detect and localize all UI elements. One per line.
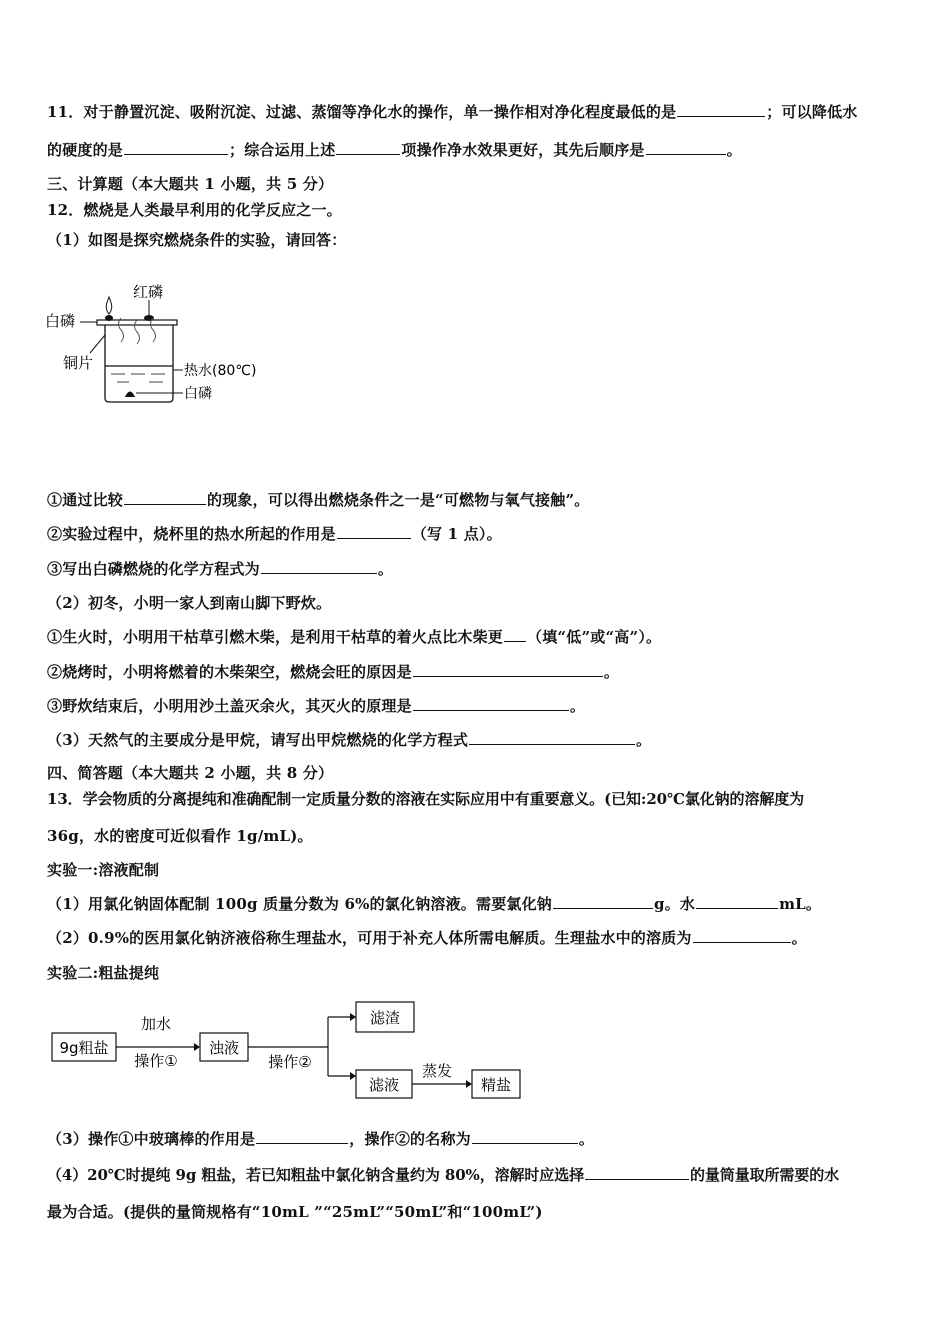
q13-a2: （2）0.9%的医用氯化钠济液俗称生理盐水，可用于补充人体所需电解质。生理盐水中的溶质为 。 (47, 929, 807, 947)
flow-box-residue-label: 滤渣 (369, 1009, 401, 1027)
q11-line-1: 11．对于静置沉淀、吸附沉淀、过滤、蒸馏等净化水的操作，单一操作相对净化程度最低的是 ；可以降低水 (47, 103, 858, 121)
q12-sub1: ①通过比较 的现象，可以得出燃烧条件之一是“可燃物与氧气接触”。 (47, 491, 590, 509)
answer-blank[interactable] (413, 661, 603, 677)
q12-part3: （3）天然气的主要成分是甲烷，请写出甲烷燃烧的化学方程式 。 (47, 731, 652, 749)
answer-blank[interactable] (256, 1128, 348, 1144)
answer-blank[interactable] (124, 139, 228, 155)
answer-blank[interactable] (677, 101, 765, 117)
q13-line-1: 13．学会物质的分离提纯和准确配制一定质量分数的溶液在实际应用中有重要意义。(已知:20℃氯化钠的溶解度为 (47, 790, 805, 808)
q13-a1: （1）用氯化钠固体配制 100g 质量分数为 6%的氯化钠溶液。需要氯化钠 g。水 mL。 (47, 895, 822, 913)
answer-blank[interactable] (585, 1164, 689, 1180)
answer-blank[interactable] (696, 893, 778, 909)
arrow-icon (350, 1072, 356, 1080)
arrow3-label: 蒸发 (421, 1062, 453, 1080)
answer-blank[interactable] (553, 893, 653, 909)
salt-purification-flowchart (48, 996, 528, 1102)
answer-blank[interactable] (124, 489, 206, 505)
section-4-heading: 四、简答题（本大题共 2 小题，共 8 分） (47, 764, 334, 782)
q12-t3: ③野炊结束后，小明用沙土盖灭余火，其灭火的原理是 。 (47, 697, 586, 715)
answer-blank[interactable] (693, 927, 791, 943)
arrow-icon (466, 1080, 472, 1088)
q13-a4-line-1: （4）20℃时提纯 9g 粗盐，若已知粗盐中氯化钠含量约为 80%，溶解时应选择 的量筒量取所需要的水 (47, 1166, 840, 1184)
q12-t1: ①生火时，小明用干枯草引燃木柴，是利用干枯草的着火点比木柴更 （填“低”或“高”）。 (47, 628, 662, 646)
label-red-phosphorus: 红磷 (133, 283, 164, 301)
answer-blank[interactable] (472, 1128, 578, 1144)
answer-blank[interactable] (413, 695, 569, 711)
q12-sub2: ②实验过程中，烧杯里的热水所起的作用是 （写 1 点）。 (47, 525, 502, 543)
q12-intro: 12．燃烧是人类最早利用的化学反应之一。 (47, 201, 342, 219)
q12-sub3: ③写出白磷燃烧的化学方程式为 。 (47, 560, 394, 578)
flow-box-turbid-label: 浊液 (208, 1039, 240, 1057)
combustion-experiment-figure (45, 280, 285, 410)
flow-box-filtrate-label: 滤液 (368, 1076, 400, 1094)
answer-blank[interactable] (469, 729, 635, 745)
label-white-phosphorus-bottom: 白磷 (184, 386, 212, 402)
white-phosphorus-burning (105, 315, 113, 321)
answer-blank[interactable] (646, 139, 726, 155)
experiment-2-title: 实验二:粗盐提纯 (47, 964, 160, 982)
label-hot-water: 热水(80℃) (184, 363, 257, 379)
arrow-icon (194, 1043, 200, 1051)
arrow1-bottom-label: 操作① (134, 1052, 178, 1070)
q12-t2: ②烧烤时，小明将燃着的木柴架空，燃烧会旺的原因是 。 (47, 663, 620, 681)
q12-part1: （1）如图是探究燃烧条件的实验，请回答： (47, 231, 347, 249)
flow-box-refined-salt-label: 精盐 (480, 1076, 512, 1094)
white-phosphorus-underwater (125, 392, 135, 398)
flame-icon (106, 297, 111, 314)
flow-box-crude-salt-label: 9g粗盐 (59, 1039, 109, 1057)
q13-a4-line-2: 最为合适。(提供的量筒规格有“10mL ”“25mL”“50mL”和“100mL”) (47, 1203, 543, 1221)
q13-a3: （3）操作①中玻璃棒的作用是 ，操作②的名称为 。 (47, 1130, 595, 1148)
arrow2-label: 操作② (268, 1053, 312, 1071)
q12-part2: （2）初冬，小明一家人到南山脚下野炊。 (47, 594, 332, 612)
answer-blank[interactable] (504, 626, 526, 642)
label-white-phosphorus-top: 白磷 (45, 312, 76, 330)
experiment-1-title: 实验一:溶液配制 (47, 861, 160, 879)
q11-line-2: 的硬度的是 ；综合运用上述 项操作净水效果更好，其先后顺序是 。 (47, 141, 742, 159)
section-3-heading: 三、计算题（本大题共 1 小题，共 5 分） (47, 175, 334, 193)
answer-blank[interactable] (336, 139, 400, 155)
answer-blank[interactable] (337, 523, 411, 539)
answer-blank[interactable] (261, 558, 377, 574)
arrow-icon (350, 1013, 356, 1021)
arrow1-top-label: 加水 (140, 1015, 172, 1033)
q13-line-2: 36g，水的密度可近似看作 1g/mL)。 (47, 827, 313, 845)
label-copper-sheet: 铜片 (63, 354, 94, 372)
